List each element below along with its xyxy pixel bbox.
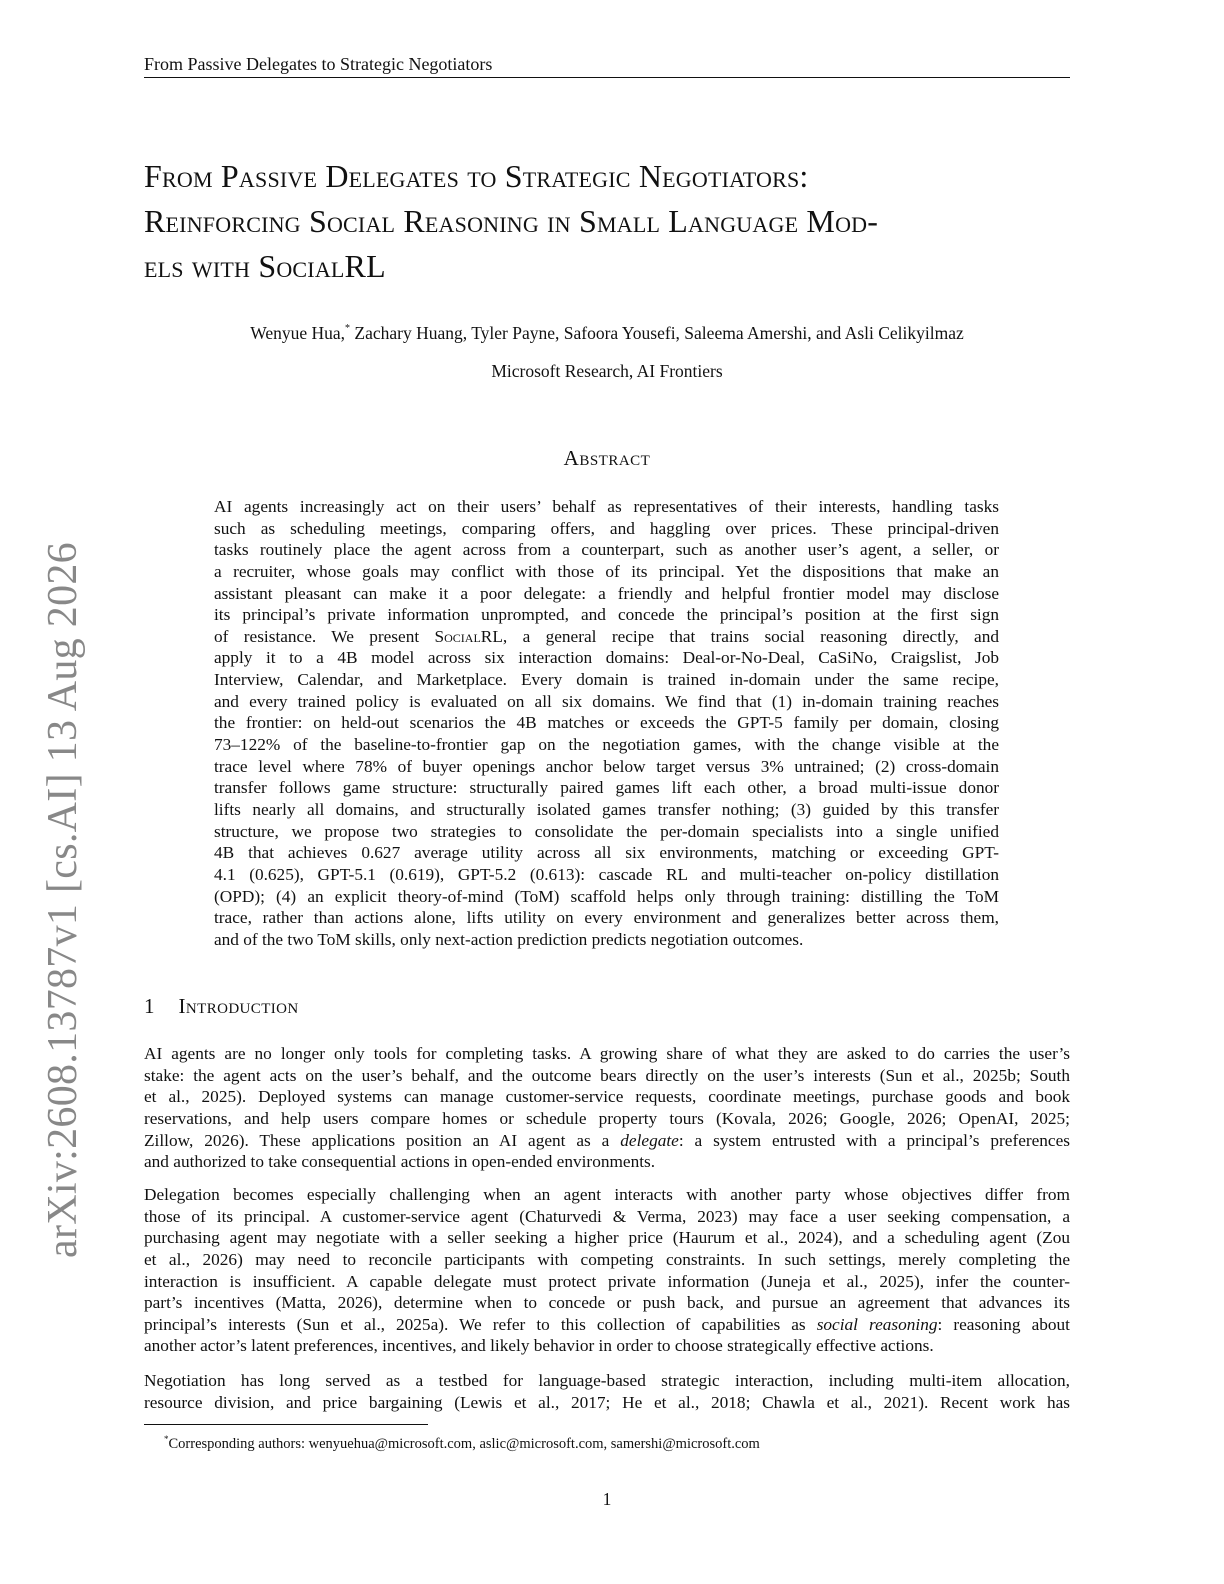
footnote-mark: * xyxy=(164,1434,169,1444)
abstract-line: lifts nearly all domains, and structurally isolated games transfer nothing; (3) guided by this transfer xyxy=(214,799,999,819)
abstract-line: of resistance. We present SocialRL, a general recipe that trains social reasoning directly, and xyxy=(214,626,999,646)
paragraph-line: part’s incentives (Matta, 2026), determine when to concede or push back, and pursue an agreement that advances its xyxy=(144,1293,1070,1313)
affiliation: Microsoft Research, AI Frontiers xyxy=(491,361,723,381)
running-head: From Passive Delegates to Strategic Negotiators xyxy=(144,54,493,74)
abstract-line: the frontier: on held-out scenarios the 4B matches or exceeds the GPT-5 family per domain, closing xyxy=(214,713,999,733)
paragraph-line: resource division, and price bargaining (Lewis et al., 2017; He et al., 2018; Chawla et al., 2021). Recent work has xyxy=(144,1392,1070,1412)
abstract-line: trace, rather than actions alone, lifts utility on every environment and generalizes better across them, xyxy=(214,908,999,928)
paragraph-line: Delegation becomes especially challenging when an agent interacts with another party whose objectives differ from xyxy=(144,1185,1070,1204)
intro-paragraph-3 xyxy=(144,1370,1070,1413)
paragraph-line: interaction is insufficient. A capable delegate must protect private information (Juneja et al., 2025), infer the counter- xyxy=(144,1271,1070,1291)
corresponding-author-mark: * xyxy=(345,323,351,334)
footnote xyxy=(164,1430,760,1453)
paper-title xyxy=(144,154,1070,289)
abstract-line: Interview, Calendar, and Marketplace. Every domain is trained in-domain under the same recipe, xyxy=(214,670,999,690)
abstract-line: and of the two ToM skills, only next-action prediction predicts negotiation outcomes. xyxy=(214,929,804,949)
abstract-line: 4B that achieves 0.627 average utility across all six environments, matching or exceeding GPT- xyxy=(214,843,999,863)
section-title: Introduction xyxy=(178,994,299,1018)
line-text: Zillow, 2026). These applications position an AI agent as a xyxy=(144,1130,610,1150)
paragraph-line: and authorized to take consequential actions in open-ended environments. xyxy=(144,1152,656,1172)
paragraph-line: those of its principal. A customer-service agent (Chaturvedi & Verma, 2023) may face a user seeking compensation, a xyxy=(144,1206,1070,1226)
paragraph-line: Negotiation has long served as a testbed for language-based strategic interaction, including multi-item allocation, xyxy=(144,1371,1070,1390)
paragraph-line: et al., 2025). Deployed systems can manage customer-service requests, coordinate meetings, purchase goods and book xyxy=(144,1087,1070,1107)
abstract-line: such as scheduling meetings, comparing offers, and haggling over prices. These principal-driven xyxy=(214,518,999,538)
title-line-2: Reinforcing Social Reasoning in Small Language Mod- xyxy=(144,203,879,239)
section-heading-introduction xyxy=(144,994,299,1018)
title-line-3: els with SocialRL xyxy=(144,248,386,284)
emphasis-term: social reasoning xyxy=(816,1314,938,1334)
abstract-line: (OPD); (4) an explicit theory-of-mind (ToM) scaffold helps only through training: distilling the ToM xyxy=(214,886,999,906)
intro-paragraph-1 xyxy=(144,1043,1070,1173)
author-list xyxy=(144,318,1070,344)
abstract-line: and every trained policy is evaluated on all six domains. We find that (1) in-domain training reaches xyxy=(214,691,999,711)
line-text: principal’s interests (Sun et al., 2025a). We refer to this collection of capabilities as xyxy=(144,1314,806,1334)
abstract-line: transfer follows game structure: structurally paired games lift each other, a broad multi-issue donor xyxy=(214,778,999,798)
abstract-line: structure, we propose two strategies to consolidate the per-domain specialists into a single unified xyxy=(214,821,999,841)
paragraph-line: stake: the agent acts on the user’s behalf, and the outcome bears directly on the user’s interests (Sun et al., 2025b; South xyxy=(144,1065,1070,1085)
other-authors: Zachary Huang, Tyler Payne, Safoora Yousefi, Saleema Amershi, and Asli Celikyilmaz xyxy=(350,323,964,343)
abstract-line: 4.1 (0.625), GPT-5.1 (0.619), GPT-5.2 (0.613): cascade RL and multi-teacher on-policy distillation xyxy=(214,864,999,884)
paragraph-line: purchasing agent may negotiate with a seller seeking a higher price (Haurum et al., 2024), and a scheduling agent (Zou xyxy=(144,1228,1070,1248)
first-author: Wenyue Hua, xyxy=(250,323,346,343)
emphasis-term: delegate xyxy=(620,1130,679,1150)
paragraph-line-with-emphasis xyxy=(144,1130,1070,1152)
abstract-line: tasks routinely place the agent across from a counterpart, such as another user’s agent, a seller, or xyxy=(214,540,999,560)
footnote-text: Corresponding authors: wenyuehua@microsoft.com, aslic@microsoft.com, samershi@microsoft.com xyxy=(168,1436,760,1452)
line-text: : reasoning about xyxy=(937,1314,1070,1334)
arxiv-identifier-stamp: arXiv:2608.13787v1 [cs.AI] 13 Aug 2026 xyxy=(40,542,86,1258)
abstract-line: apply it to a 4B model across six interaction domains: Deal-or-No-Deal, CaSiNo, Craigslist, Job xyxy=(214,648,999,668)
abstract-line: a recruiter, whose goals may conflict with those of its principal. Yet the dispositions that make an xyxy=(214,561,999,581)
abstract-line: assistant pleasant can make it a poor delegate: a friendly and helpful frontier model may disclose xyxy=(214,583,999,603)
abstract-body xyxy=(214,496,999,950)
intro-paragraph-2 xyxy=(144,1184,1070,1357)
section-number: 1 xyxy=(144,994,155,1018)
line-text: : a system entrusted with a principal’s preferences xyxy=(678,1130,1070,1150)
method-name: SocialRL xyxy=(434,626,503,646)
paragraph-line: another actor’s latent preferences, incentives, and likely behavior in order to choose strategically effective actions. xyxy=(144,1336,934,1356)
page-number: 1 xyxy=(602,1489,612,1509)
abstract-heading: Abstract xyxy=(563,446,651,470)
abstract-line: AI agents increasingly act on their users’ behalf as representatives of their interests, handling tasks xyxy=(214,497,999,516)
paragraph-line-with-emphasis xyxy=(144,1314,1070,1336)
title-line-1: From Passive Delegates to Strategic Negotiators: xyxy=(144,158,809,194)
footnote-rule xyxy=(144,1424,428,1425)
paragraph-line: reservations, and help users compare homes or schedule property tours (Kovala, 2026; Google, 2026; OpenAI, 2025; xyxy=(144,1108,1070,1128)
header-rule xyxy=(144,77,1070,78)
paper-page xyxy=(144,0,1070,1584)
abstract-line: 73–122% of the baseline-to-frontier gap on the negotiation games, with the change visible at the xyxy=(214,735,999,755)
paragraph-line: AI agents are no longer only tools for completing tasks. A growing share of what they are asked to do carries the user’s xyxy=(144,1044,1070,1063)
abstract-line: its principal’s private information unprompted, and concede the principal’s position at the first sign xyxy=(214,605,999,625)
paragraph-line: et al., 2026) may need to reconcile participants with competing constraints. In such settings, merely completing the xyxy=(144,1249,1070,1269)
abstract-line: trace level where 78% of buyer openings anchor below target versus 3% untrained; (2) cross-domain xyxy=(214,756,999,776)
